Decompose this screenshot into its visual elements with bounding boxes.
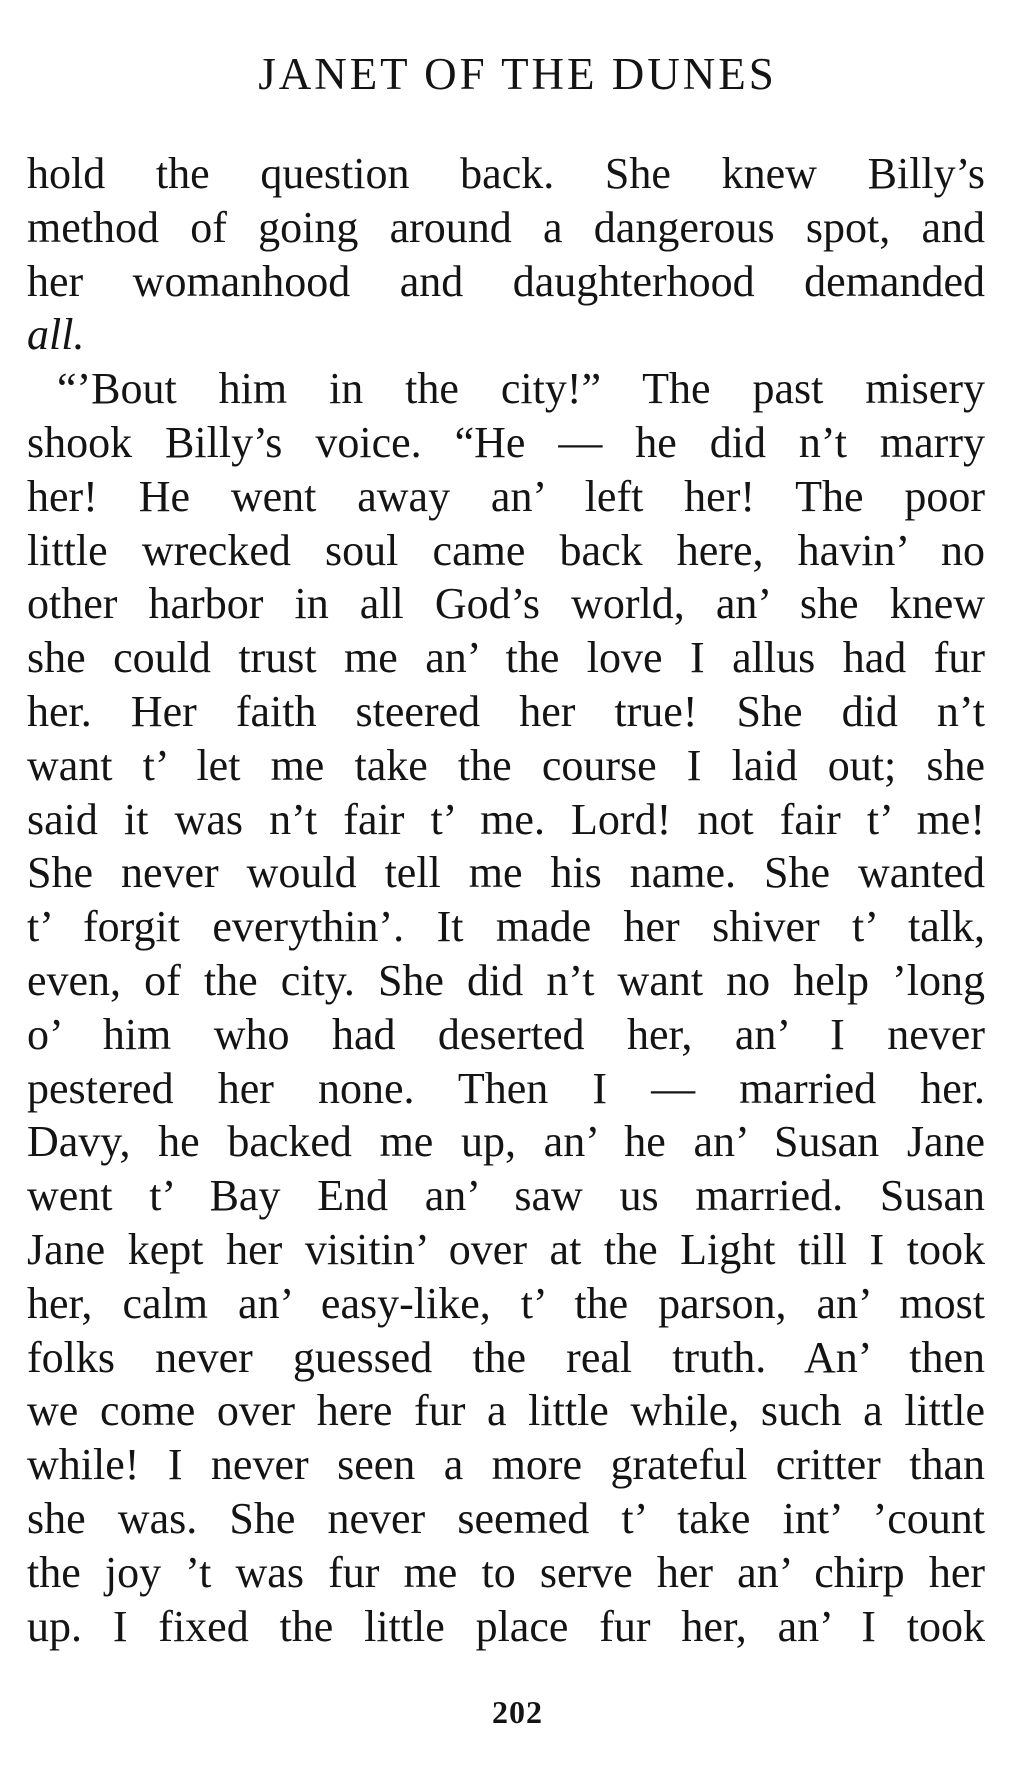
text-line: went t’ Bay End an’ saw us married. Susan xyxy=(27,1171,985,1221)
text-line: other harbor in all God’s world, an’ she knew xyxy=(27,579,985,629)
text-line: said it was n’t fair t’ me. Lord! not fair t’ me! xyxy=(27,794,985,844)
text-line: t’ forgit everythin’. It made her shiver t’ talk, xyxy=(27,902,985,952)
text-line: shook Billy’s voice. “He — he did n’t marry xyxy=(27,417,985,467)
text-line: we come over here fur a little while, such a little xyxy=(27,1386,985,1436)
text-line: want t’ let me take the course I laid out; she xyxy=(27,740,985,790)
page-number: 202 xyxy=(492,1694,543,1730)
text-line: “’Bout him in the city!” The past misery xyxy=(57,364,985,414)
text-line: all. xyxy=(27,310,85,360)
text-line: her, calm an’ easy-like, t’ the parson, an’ most xyxy=(27,1278,985,1328)
text-line: little wrecked soul came back here, havin’ no xyxy=(27,525,985,575)
text-line: method of going around a dangerous spot, and xyxy=(27,202,985,252)
running-head: JANET OF THE DUNES xyxy=(258,49,777,99)
text-line: she was. She never seemed t’ take int’ ’count xyxy=(27,1493,985,1543)
text-line: her womanhood and daughterhood demanded xyxy=(27,256,985,306)
text-line: o’ him who had deserted her, an’ I never xyxy=(27,1009,985,1059)
text-line: the joy ’t was fur me to serve her an’ chirp her xyxy=(27,1547,985,1597)
body-text xyxy=(27,147,985,1653)
text-line: her. Her faith steered her true! She did n’t xyxy=(27,686,985,736)
text-line: she could trust me an’ the love I allus had fur xyxy=(27,633,985,683)
text-line: her! He went away an’ left her! The poor xyxy=(27,471,985,521)
text-line: Davy, he backed me up, an’ he an’ Susan Jane xyxy=(27,1117,985,1167)
text-line: even, of the city. She did n’t want no help ’long xyxy=(27,955,985,1005)
text-line: She never would tell me his name. She wanted xyxy=(27,848,985,898)
text-line: up. I fixed the little place fur her, an’ I took xyxy=(27,1601,985,1651)
text-line: hold the question back. She knew Billy’s xyxy=(27,149,985,198)
text-line: pestered her none. Then I — married her. xyxy=(27,1063,985,1113)
text-line: Jane kept her visitin’ over at the Light till I took xyxy=(27,1224,985,1274)
text-line: folks never guessed the real truth. An’ then xyxy=(27,1332,985,1382)
text-line: while! I never seen a more grateful critter than xyxy=(27,1440,985,1490)
